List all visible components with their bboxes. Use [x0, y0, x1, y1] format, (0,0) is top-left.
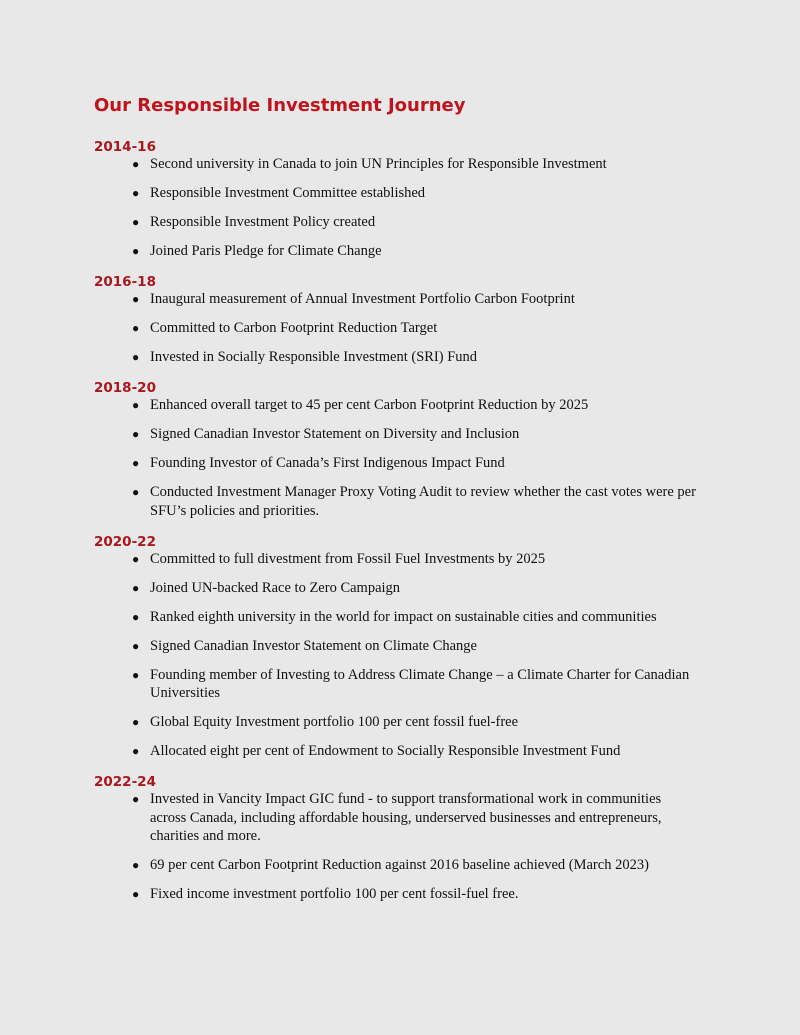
bullet-icon: ●	[132, 552, 140, 567]
milestone-list	[94, 155, 740, 260]
milestone-item	[132, 454, 700, 473]
bullet-icon: ●	[132, 715, 140, 730]
bullet-icon: ●	[132, 609, 140, 624]
timeline-section	[94, 534, 740, 760]
bullet-icon: ●	[132, 858, 140, 873]
bullet-icon: ●	[132, 667, 140, 682]
milestone-text: Enhanced overall target to 45 per cent Carbon Footprint Reduction by 2025	[150, 397, 589, 414]
section-period-heading: 2016-18	[94, 274, 156, 291]
milestone-text: 69 per cent Carbon Footprint Reduction against 2016 baseline achieved (March 2023)	[150, 857, 649, 874]
milestone-text: Committed to Carbon Footprint Reduction Target	[150, 320, 438, 337]
milestone-text: Joined UN-backed Race to Zero Campaign	[150, 580, 401, 597]
bullet-icon: ●	[132, 638, 140, 653]
milestone-text: Responsible Investment Committee established	[150, 184, 426, 201]
milestone-text: Second university in Canada to join UN Principles for Responsible Investment	[150, 156, 607, 172]
bullet-icon: ●	[132, 456, 140, 471]
timeline-section	[94, 274, 740, 366]
bullet-icon: ●	[132, 485, 140, 500]
milestone-text: Responsible Investment Policy created	[150, 213, 376, 230]
page-title: Our Responsible Investment Journey	[94, 95, 466, 116]
bullet-icon: ●	[132, 185, 140, 200]
milestone-text: Conducted Investment Manager Proxy Voting Audit to review whether the cast votes were per SFU’s policies and priorities.	[150, 484, 696, 519]
timeline-section	[94, 139, 740, 260]
milestone-text: Committed to full divestment from Fossil Fuel Investments by 2025	[150, 551, 546, 568]
milestone-item	[132, 579, 700, 598]
milestone-item	[132, 396, 700, 415]
milestone-item	[132, 713, 700, 732]
section-period-heading: 2020-22	[94, 534, 156, 551]
milestone-text: Signed Canadian Investor Statement on Climate Change	[150, 637, 477, 654]
milestone-text: Global Equity Investment portfolio 100 per cent fossil fuel-free	[150, 714, 519, 731]
timeline-section	[94, 380, 740, 520]
milestone-text: Founding member of Investing to Address Climate Change – a Climate Charter for Canadian Universities	[150, 666, 690, 702]
bullet-icon: ●	[132, 243, 140, 258]
milestone-item	[132, 242, 700, 261]
bullet-icon: ●	[132, 349, 140, 364]
timeline	[94, 139, 740, 904]
milestone-text: Ranked eighth university in the world for impact on sustainable cities and communities	[150, 608, 657, 625]
bullet-icon: ●	[132, 427, 140, 442]
bullet-icon: ●	[132, 792, 140, 807]
milestone-text: Inaugural measurement of Annual Investment Portfolio Carbon Footprint	[150, 291, 575, 308]
bullet-icon: ●	[132, 292, 140, 307]
milestone-item	[132, 856, 700, 875]
bullet-icon: ●	[132, 581, 140, 596]
milestone-list	[94, 790, 740, 903]
milestone-item	[132, 425, 700, 444]
milestone-item	[132, 155, 700, 174]
bullet-icon: ●	[132, 743, 140, 758]
section-period-heading: 2014-16	[94, 139, 156, 155]
milestone-text: Invested in Vancity Impact GIC fund - to support transformational work in communities across Canada, including affordable housing, underserved businesses and entrepreneurs, charities and more.	[150, 791, 662, 845]
milestone-list	[94, 396, 740, 520]
milestone-item	[132, 637, 700, 656]
milestone-item	[132, 319, 700, 338]
milestone-text: Founding Investor of Canada’s First Indigenous Impact Fund	[150, 455, 505, 472]
milestone-list	[94, 550, 740, 760]
milestone-item	[132, 608, 700, 627]
milestone-item	[132, 184, 700, 203]
milestone-item	[132, 666, 700, 703]
bullet-icon: ●	[132, 214, 140, 229]
milestone-text: Invested in Socially Responsible Investment (SRI) Fund	[150, 348, 478, 365]
milestone-text: Joined Paris Pledge for Climate Change	[150, 242, 382, 259]
milestone-text: Allocated eight per cent of Endowment to Socially Responsible Investment Fund	[150, 742, 621, 759]
milestone-item	[132, 790, 700, 846]
bullet-icon: ●	[132, 321, 140, 336]
milestone-item	[132, 742, 700, 761]
bullet-icon: ●	[132, 887, 140, 902]
milestone-item	[132, 348, 700, 367]
section-period-heading: 2022-24	[94, 774, 156, 791]
milestone-item	[132, 885, 700, 904]
milestone-item	[132, 550, 700, 569]
bullet-icon: ●	[132, 157, 140, 171]
milestone-item	[132, 483, 700, 520]
milestone-text: Signed Canadian Investor Statement on Diversity and Inclusion	[150, 426, 520, 443]
milestone-text: Fixed income investment portfolio 100 per cent fossil-fuel free.	[150, 886, 519, 903]
milestone-list	[94, 290, 740, 366]
section-period-heading: 2018-20	[94, 380, 156, 397]
bullet-icon: ●	[132, 398, 140, 413]
milestone-item	[132, 213, 700, 232]
milestone-item	[132, 290, 700, 309]
timeline-section	[94, 774, 740, 903]
